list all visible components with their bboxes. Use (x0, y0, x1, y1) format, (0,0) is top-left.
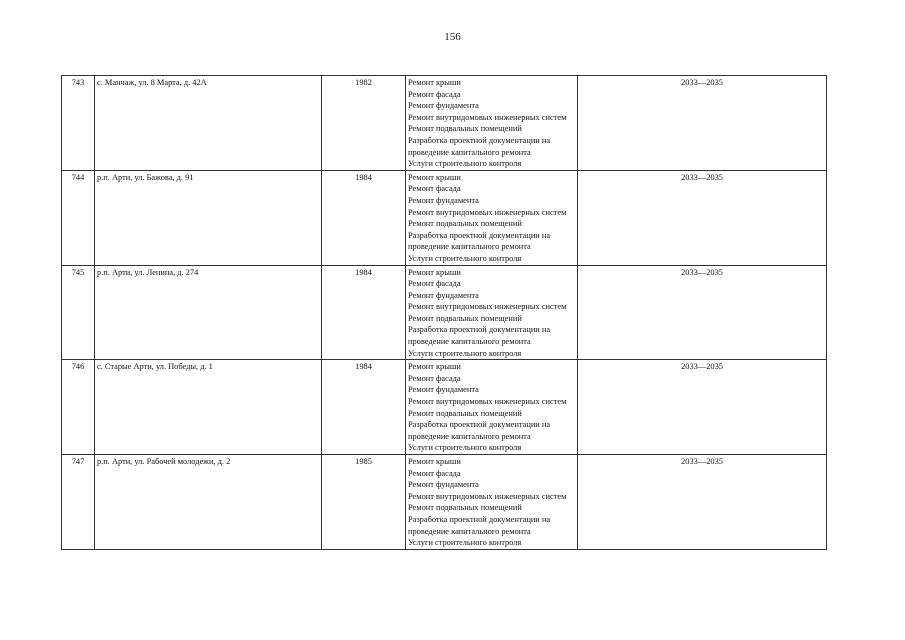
repair-schedule-table (61, 75, 827, 550)
work-item: Ремонт внутридомовых инженерных систем (408, 302, 567, 312)
work-item: Ремонт фасада (408, 373, 461, 383)
work-item: Ремонт фундамента (408, 385, 479, 395)
table-row (62, 265, 827, 360)
work-item: Ремонт фасада (408, 89, 461, 99)
build-year-cell: 1982 (322, 76, 406, 171)
work-item: Разработка проектной документации на (408, 230, 551, 240)
works-list-cell (406, 76, 578, 171)
work-item: Услуги строительного контроля (408, 348, 522, 358)
address-cell: р.п. Арти, ул. Бажова, д. 91 (95, 170, 322, 265)
work-item: Ремонт внутридомовых инженерных систем (408, 491, 567, 501)
work-item: Ремонт фасада (408, 468, 461, 478)
repair-period-cell: 2033—2035 (578, 170, 827, 265)
work-item: Ремонт фундамента (408, 480, 479, 490)
build-year-cell: 1984 (322, 360, 406, 455)
page-number: 156 (444, 31, 461, 43)
repair-period-cell: 2033—2035 (578, 76, 827, 171)
work-item: Ремонт подвальных помещений (408, 124, 522, 134)
table-row (62, 170, 827, 265)
work-item: Ремонт подвальных помещений (408, 503, 522, 513)
address-cell: с. Старые Арти, ул. Победы, д. 1 (95, 360, 322, 455)
table-row (62, 76, 827, 171)
work-item: Ремонт фундамента (408, 101, 479, 111)
row-number-cell: 746 (62, 360, 95, 455)
work-item: Ремонт подвальных помещений (408, 408, 522, 418)
work-item: Ремонт крыши (408, 78, 461, 87)
table-row (62, 360, 827, 455)
work-item: проведение капитального ремонта (408, 147, 531, 157)
work-item: Ремонт внутридомовых инженерных систем (408, 207, 567, 217)
work-item: Услуги строительного контроля (408, 443, 522, 453)
repair-period-cell: 2033—2035 (578, 265, 827, 360)
work-item: Ремонт крыши (408, 267, 461, 277)
repair-period-cell: 2033—2035 (578, 455, 827, 550)
address-cell: р.п. Арти, ул. Ленина, д. 274 (95, 265, 322, 360)
table-row (62, 455, 827, 550)
work-item: Ремонт крыши (408, 172, 461, 182)
work-item: Ремонт подвальных помещений (408, 313, 522, 323)
build-year-cell: 1985 (322, 455, 406, 550)
work-item: Услуги строительного контроля (408, 253, 522, 263)
work-item: проведение капитального ремонта (408, 431, 531, 441)
address-cell: р.п. Арти, ул. Рабочей молодежи, д. 2 (95, 455, 322, 550)
work-item: Ремонт фасада (408, 184, 461, 194)
work-item: Разработка проектной документации на (408, 420, 551, 430)
row-number-cell: 743 (62, 76, 95, 171)
work-item: Ремонт внутридомовых инженерных систем (408, 112, 567, 122)
work-item: Разработка проектной документации на (408, 514, 551, 524)
work-item: Ремонт фасада (408, 279, 461, 289)
repair-period-cell: 2033—2035 (578, 360, 827, 455)
build-year-cell: 1984 (322, 265, 406, 360)
work-item: Услуги строительного контроля (408, 538, 522, 548)
work-item: Разработка проектной документации на (408, 135, 551, 145)
works-list-cell (406, 265, 578, 360)
work-item: Ремонт внутридомовых инженерных систем (408, 397, 567, 407)
row-number-cell: 744 (62, 170, 95, 265)
row-number-cell: 747 (62, 455, 95, 550)
work-item: Ремонт фундамента (408, 290, 479, 300)
works-list-cell (406, 455, 578, 550)
work-item: проведение капитального ремонта (408, 242, 531, 252)
build-year-cell: 1984 (322, 170, 406, 265)
work-item: проведение капитального ремонта (408, 526, 531, 536)
work-item: Ремонт крыши (408, 457, 461, 466)
work-item: Ремонт крыши (408, 362, 461, 372)
works-list-cell (406, 170, 578, 265)
row-number-cell: 745 (62, 265, 95, 360)
work-item: Разработка проектной документации на (408, 325, 551, 335)
works-list-cell (406, 360, 578, 455)
work-item: Услуги строительного контроля (408, 159, 522, 169)
address-cell: с. Манчаж, ул. 8 Марта, д. 42А (95, 76, 322, 171)
work-item: Ремонт подвальных помещений (408, 219, 522, 229)
work-item: проведение капитального ремонта (408, 337, 531, 347)
work-item: Ремонт фундамента (408, 195, 479, 205)
table-body (62, 76, 827, 550)
